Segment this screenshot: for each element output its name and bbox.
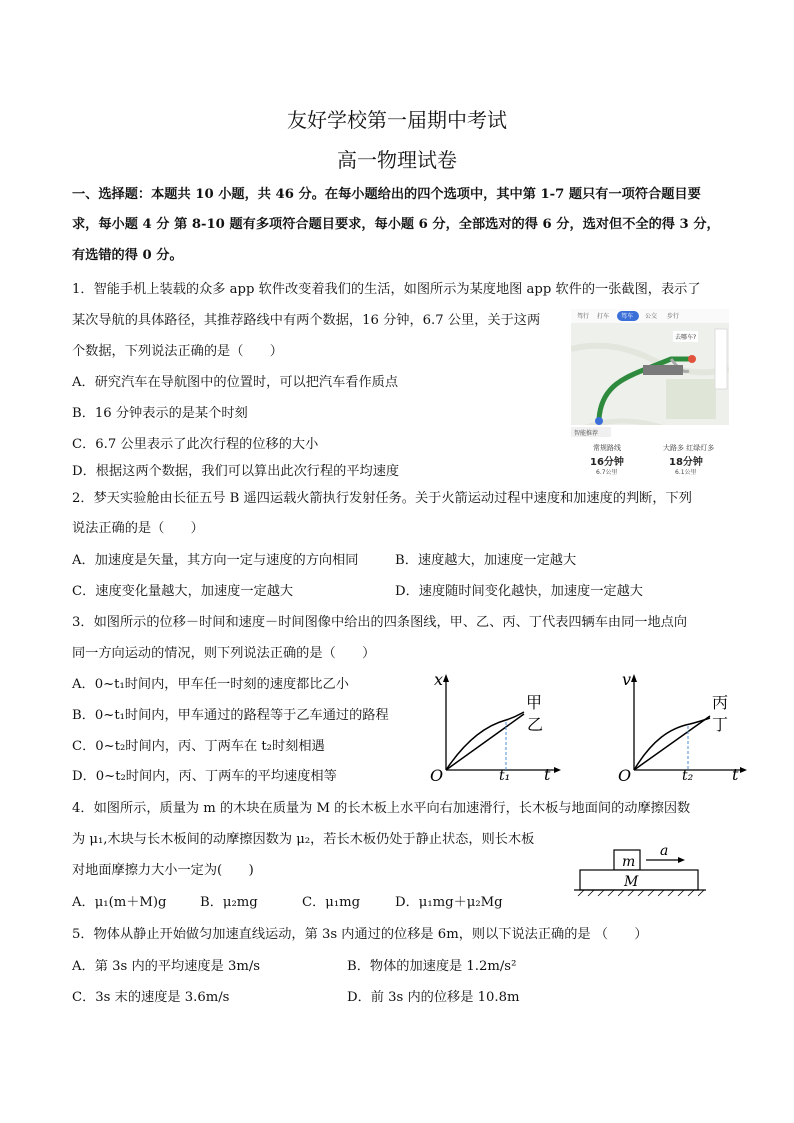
map-tab-2: 打车 — [597, 313, 610, 320]
q3-option-a: A．0~t₁时间内，甲车任一时刻的速度都比乙小 — [72, 677, 349, 692]
q4-option-b: B．μ₂mg — [200, 895, 258, 910]
q2-stem-line1: 2．梦天实验舱由长征五号 B 遥四运载火箭执行发射任务。关于火箭运动过程中速度和加速度的判断，下列 — [72, 491, 692, 506]
accel-label: a — [660, 843, 669, 859]
q3-stem-line2: 同一方向运动的情况，则下列说法正确的是（ ） — [72, 646, 376, 661]
xt-label-jia: 甲 — [526, 693, 543, 712]
xt-x-arrow — [554, 767, 561, 773]
q1-option-b: B．16 分钟表示的是某个时刻 — [72, 406, 248, 421]
ground-hatching — [578, 890, 704, 896]
q5-option-a: A．第 3s 内的平均速度是 3m/s — [72, 959, 261, 974]
q5-stem: 5．物体从静止开始做匀加速直线运动，第 3s 内通过的位移是 6m，则以下说法正确的是 （ ） — [72, 927, 648, 942]
q1-option-c: C．6.7 公里表示了此次行程的位移的大小 — [72, 437, 319, 452]
vt-origin: O — [618, 766, 632, 783]
vt-label-ding: 丁 — [712, 715, 729, 734]
map-tab-4: 公交 — [645, 313, 658, 320]
section1-line2: 求，每小题 4 分 第 8-10 题有多项符合题目要求，每小题 6 分，全部选对的得 6 分，选对但不全的得 3 分， — [72, 217, 720, 232]
section1-line3: 有选错的得 0 分。 — [72, 248, 183, 263]
map-dest-hint: 去哪车? — [673, 331, 698, 342]
route2-distance: 6.1公里 — [675, 469, 697, 476]
q4-stem-line3: 对地面摩擦力大小一定为( ) — [72, 863, 254, 878]
xt-y-label: x — [434, 670, 444, 689]
map-tab-3: 驾车 — [621, 313, 634, 320]
q3-option-c: C．0~t₂时间内，丙、丁两车在 t₂时刻相遇 — [72, 739, 325, 754]
route1-time: 16分钟 — [590, 457, 624, 468]
q2-option-b: B．速度越大，加速度一定越大 — [395, 553, 577, 568]
block-board-figure — [574, 843, 710, 897]
xt-origin: O — [430, 766, 444, 783]
vt-y-label: v — [622, 670, 632, 689]
q4-stem-line1: 4．如图所示，质量为 m 的木块在质量为 M 的长木板上水平向右加速滑行，长木板与地面间的动摩擦因数 — [72, 801, 691, 816]
q3-option-d: D．0~t₂时间内，丙、丁两车的平均速度相等 — [72, 769, 337, 784]
vt-x-arrow — [740, 767, 747, 773]
xt-line-yi — [446, 714, 524, 770]
q2-option-d: D．速度随时间变化越快，加速度一定越大 — [395, 584, 643, 599]
q3-stem-line1: 3．如图所示的位移－时间和速度－时间图像中给出的四条图线，甲、乙、丙、丁代表四辆车由同一地点向 — [72, 615, 688, 630]
long-board — [580, 870, 698, 890]
map-screenshot — [571, 309, 729, 479]
xt-t1-label: t₁ — [499, 768, 511, 783]
vt-graph — [612, 668, 752, 783]
q4-option-c: C．μ₁mg — [302, 895, 361, 910]
q4-option-a: A．μ₁(m＋M)g — [72, 895, 167, 910]
q5-option-d: D．前 3s 内的位移是 10.8m — [347, 990, 520, 1005]
q4-stem-line2: 为 μ₁,木块与长木板间的动摩擦因数为 μ₂，若长木板仍处于静止状态，则长木板 — [72, 832, 535, 847]
vt-y-arrow — [631, 674, 637, 682]
xt-graph — [424, 668, 564, 783]
q3-option-b: B．0~t₁时间内，甲车通过的路程等于乙车通过的路程 — [72, 708, 389, 723]
q2-option-c: C．速度变化量越大，加速度一定越大 — [72, 584, 294, 599]
q4-option-d: D．μ₁mg＋μ₂Mg — [395, 895, 503, 910]
q1-option-d: D．根据这两个数据，我们可以算出此次行程的平均速度 — [72, 464, 400, 479]
map-tab-1: 驾行 — [577, 313, 590, 320]
route1-distance: 6.7公里 — [596, 469, 618, 476]
vt-line-bing — [634, 716, 710, 770]
q1-stem-line3: 个数据，下列说法正确的是（ ） — [72, 344, 283, 359]
q1-stem-line1: 1．智能手机上装载的众多 app 软件改变着我们的生活，如图所示为某度地图 app 软件的一张截图，表示了 — [72, 282, 701, 297]
section1-line1: 一、选择题：本题共 10 小题，共 46 分。在每小题给出的四个选项中，其中第 1-7 题只有一项符合题目要 — [72, 187, 701, 202]
xt-x-label: t — [544, 765, 551, 783]
exam-subtitle: 高一物理试卷 — [337, 148, 457, 172]
vt-x-label: t — [732, 765, 739, 783]
block-label: m — [622, 854, 636, 870]
board-label: M — [624, 874, 639, 890]
exam-title: 友好学校第一届期中考试 — [287, 108, 507, 132]
q1-stem-line2: 某次导航的具体路径，其推荐路线中有两个数据，16 分钟，6.7 公里，关于这两 — [72, 313, 541, 328]
q5-option-c: C．3s 末的速度是 3.6m/s — [72, 990, 230, 1005]
xt-y-arrow — [443, 674, 449, 682]
route2-time: 18分钟 — [669, 457, 703, 468]
q2-stem-line2: 说法正确的是（ ） — [72, 521, 204, 536]
vt-t2-label: t₂ — [682, 768, 694, 783]
q5-option-b: B．物体的加速度是 1.2m/s² — [347, 959, 517, 974]
q1-option-a: A．研究汽车在导航图中的位置时，可以把汽车看作质点 — [72, 375, 399, 390]
route2-name: 大路多 红绿灯多 — [663, 444, 715, 452]
map-nav-button: 智能推荐 — [574, 430, 599, 437]
accel-arrowhead — [678, 857, 685, 863]
vt-label-bing: 丙 — [712, 693, 729, 712]
route1-name: 常规路线 — [593, 444, 621, 452]
map-tab-5: 步行 — [667, 313, 680, 320]
q2-option-a: A．加速度是矢量，其方向一定与速度的方向相同 — [72, 553, 359, 568]
xt-label-yi: 乙 — [527, 715, 544, 734]
